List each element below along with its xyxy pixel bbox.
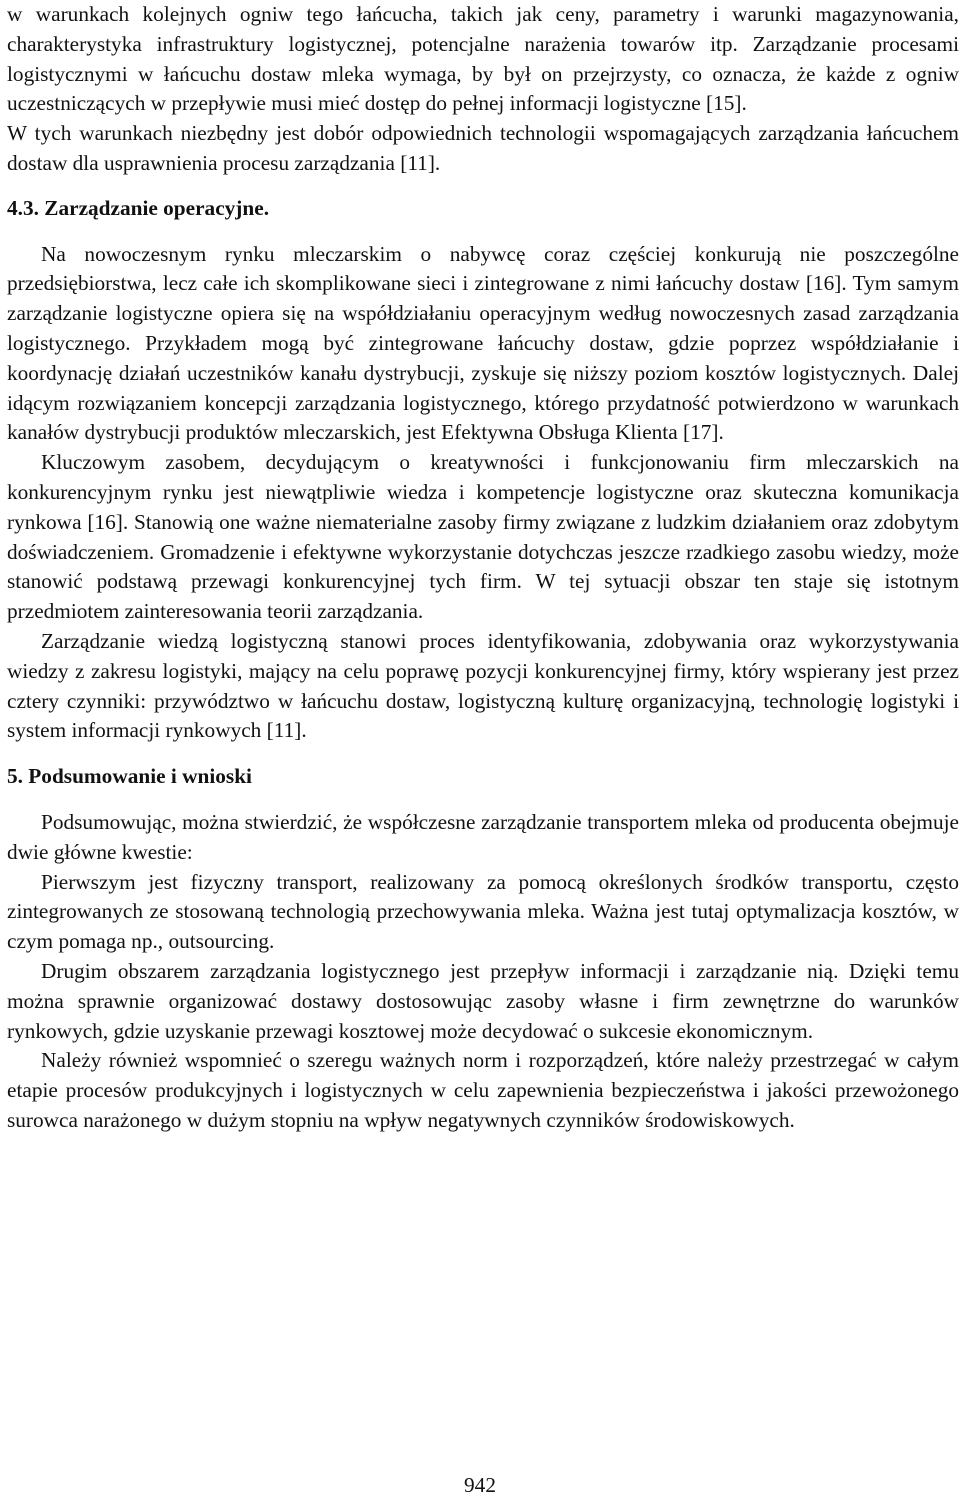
paragraph: Zarządzanie wiedzą logistyczną stanowi proces identyfikowania, zdobywania oraz wykorzystywania wiedzy z zakresu logistyki, mający na celu poprawę pozycji konkurencyjnej firmy, który wspierany jest przez cztery czynniki: przywództwo w łańcuchu dostaw, logistyczną kulturę organizacyjną, technologię logistyki i system informacji rynkowych [11]. <box>7 628 959 743</box>
paragraph: Należy również wspomnieć o szeregu ważnych norm i rozporządzeń, które należy przestrzegać w całym etapie procesów produkcyjnych i logistycznych w celu zapewnienia bezpieczeństwa i jakości przewożonego surowca narażonego w dużym stopniu na wpływ negatywnych czynników środowiskowych. <box>7 1048 959 1132</box>
paragraph: W tych warunkach niezbędny jest dobór odpowiednich technologii wspomagających zarządzania łańcuchem dostaw dla usprawnienia procesu zarządzania [11]. <box>7 121 959 175</box>
paragraph: Pierwszym jest fizyczny transport, realizowany za pomocą określonych środków transportu, często zintegrowanych ze stosowaną technologią przechowywania mleka. Ważna jest tutaj optymalizacja kosztów, w czym pomaga np., outsourcing. <box>7 869 959 954</box>
section-heading-4-3: 4.3. Zarządzanie operacyjne. <box>7 195 270 220</box>
paragraph-continuation: w warunkach kolejnych ogniw tego łańcucha, takich jak ceny, parametry i warunki magazynowania, charakterystyka infrastruktury logistycznej, potencjalne narażenia towarów itp. Zarządzanie procesami logistycznymi w łańcuchu dostaw mleka wymaga, by był on przejrzysty, co oznacza, że każde z ogniw uczestniczących w przepływie musi mieć dostęp do pełnej informacji logistyczne [15]. <box>7 2 959 116</box>
paragraph: Kluczowym zasobem, decydującym o kreatywności i funkcjonowaniu firm mleczarskich na konkurencyjnym rynku jest niewątpliwie wiedza i kompetencje logistyczne oraz skuteczna komunikacja rynkowa [16]. Stanowią one ważne niematerialne zasoby firmy związane z ludzkim działaniem oraz zdobytym doświadczeniem. Gromadzenie i efektywne wykorzystanie dotychczas jeszcze rzadkiego zasobu wiedzy, może stanowić podstawą przewagi konkurencyjnej tych firm. W tej sytuacji obszar ten staje się istotnym przedmiotem zainteresowania teorii zarządzania. <box>7 450 959 624</box>
paragraph: Na nowoczesnym rynku mleczarskim o nabywcę coraz częściej konkurują nie poszczególne przedsiębiorstwa, lecz całe ich skomplikowane sieci i zintegrowane z nimi łańcuchy dostaw [16]. Tym samym zarządzanie logistyczne opiera się na współdziałaniu operacyjnym według nowoczesnych zasad zarządzania logistycznego. Przykładem mogą być zintegrowane łańcuchy dostaw, gdzie poprzez współdziałanie i koordynację działań uczestników kanału dystrybucji, zyskuje się niższy poziom kosztów logistycznych. Dalej idącym rozwiązaniem koncepcji zarządzania logistycznego, którego przydatność potwierdzono w warunkach kanałów dystrybucji produktów mleczarskich, jest Efektywna Obsługa Klienta [17]. <box>7 241 959 445</box>
document-page <box>7 0 959 1136</box>
page-number: 942 <box>464 1473 496 1497</box>
paragraph: Podsumowując, można stwierdzić, że współczesne zarządzanie transportem mleka od producenta obejmuje dwie główne kwestie: <box>7 809 959 864</box>
paragraph: Drugim obszarem zarządzania logistycznego jest przepływ informacji i zarządzanie nią. Dzięki temu można sprawnie organizować dostawy dostosowując zasoby własne i firm zewnętrzne do warunków rynkowych, gdzie uzyskanie przewagi kosztowej może decydować o sukcesie ekonomicznym. <box>7 958 959 1043</box>
section-heading-5: 5. Podsumowanie i wnioski <box>7 764 252 789</box>
